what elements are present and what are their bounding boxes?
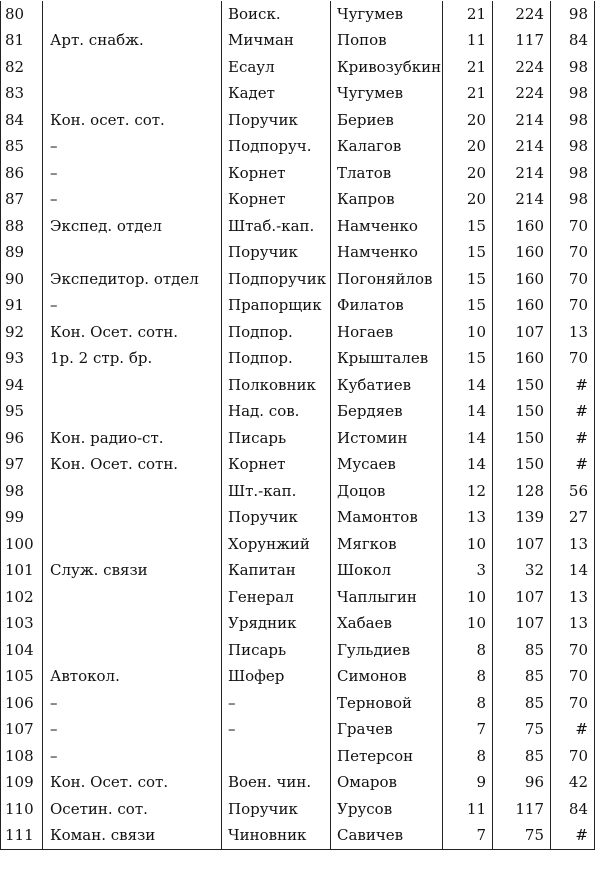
row-number: 85 bbox=[1, 134, 43, 161]
value-c-cell: 98 bbox=[551, 187, 595, 214]
value-c-cell: 70 bbox=[551, 664, 595, 691]
value-a-cell: 21 bbox=[443, 54, 493, 81]
row-number: 98 bbox=[1, 478, 43, 505]
table-row bbox=[1, 266, 595, 293]
unit-cell: Кон. Осет. сотн. bbox=[43, 319, 222, 346]
unit-cell bbox=[43, 81, 222, 108]
value-c-cell: 98 bbox=[551, 81, 595, 108]
rank-cell: Поручик bbox=[222, 796, 331, 823]
row-number: 83 bbox=[1, 81, 43, 108]
row-number: 91 bbox=[1, 293, 43, 320]
value-b-cell: 160 bbox=[493, 346, 551, 373]
row-number: 87 bbox=[1, 187, 43, 214]
rank-cell: Шофер bbox=[222, 664, 331, 691]
value-b-cell: 107 bbox=[493, 611, 551, 638]
table-row bbox=[1, 425, 595, 452]
unit-cell: Экспед. отдел bbox=[43, 213, 222, 240]
table-row bbox=[1, 690, 595, 717]
table-row bbox=[1, 664, 595, 691]
value-a-cell: 8 bbox=[443, 664, 493, 691]
unit-cell: Автокол. bbox=[43, 664, 222, 691]
surname-cell: Петерсон bbox=[331, 743, 443, 770]
value-c-cell: # bbox=[551, 823, 595, 850]
surname-cell: Гульдиев bbox=[331, 637, 443, 664]
unit-cell: Кон. Осет. сотн. bbox=[43, 452, 222, 479]
register-body bbox=[1, 1, 595, 850]
register-table bbox=[0, 1, 595, 850]
surname-cell: Погоняйлов bbox=[331, 266, 443, 293]
value-c-cell: 98 bbox=[551, 134, 595, 161]
value-b-cell: 160 bbox=[493, 240, 551, 267]
table-row bbox=[1, 81, 595, 108]
value-a-cell: 15 bbox=[443, 346, 493, 373]
value-a-cell: 20 bbox=[443, 160, 493, 187]
value-a-cell: 14 bbox=[443, 452, 493, 479]
value-b-cell: 117 bbox=[493, 28, 551, 55]
unit-cell bbox=[43, 531, 222, 558]
value-b-cell: 139 bbox=[493, 505, 551, 532]
value-b-cell: 214 bbox=[493, 134, 551, 161]
rank-cell: Поручик bbox=[222, 240, 331, 267]
rank-cell: Подпоруч. bbox=[222, 134, 331, 161]
surname-cell: Хабаев bbox=[331, 611, 443, 638]
row-number: 90 bbox=[1, 266, 43, 293]
surname-cell: Терновой bbox=[331, 690, 443, 717]
row-number: 101 bbox=[1, 558, 43, 585]
row-number: 89 bbox=[1, 240, 43, 267]
table-row bbox=[1, 637, 595, 664]
value-c-cell: 70 bbox=[551, 346, 595, 373]
rank-cell: Кадет bbox=[222, 81, 331, 108]
surname-cell: Омаров bbox=[331, 770, 443, 797]
unit-cell bbox=[43, 611, 222, 638]
table-row bbox=[1, 770, 595, 797]
surname-cell: Ногаев bbox=[331, 319, 443, 346]
value-c-cell: 13 bbox=[551, 584, 595, 611]
unit-cell bbox=[43, 54, 222, 81]
unit-cell: – bbox=[43, 187, 222, 214]
table-row bbox=[1, 28, 595, 55]
rank-cell: Корнет bbox=[222, 160, 331, 187]
value-b-cell: 224 bbox=[493, 1, 551, 28]
value-c-cell: 98 bbox=[551, 1, 595, 28]
table-row bbox=[1, 372, 595, 399]
surname-cell: Истомин bbox=[331, 425, 443, 452]
value-a-cell: 10 bbox=[443, 319, 493, 346]
rank-cell: Поручик bbox=[222, 107, 331, 134]
value-b-cell: 117 bbox=[493, 796, 551, 823]
unit-cell bbox=[43, 505, 222, 532]
surname-cell: Мусаев bbox=[331, 452, 443, 479]
value-a-cell: 21 bbox=[443, 81, 493, 108]
value-a-cell: 15 bbox=[443, 213, 493, 240]
table-row bbox=[1, 160, 595, 187]
row-number: 97 bbox=[1, 452, 43, 479]
rank-cell: Хорунжий bbox=[222, 531, 331, 558]
value-a-cell: 14 bbox=[443, 425, 493, 452]
value-c-cell: 70 bbox=[551, 266, 595, 293]
value-b-cell: 96 bbox=[493, 770, 551, 797]
unit-cell: Служ. связи bbox=[43, 558, 222, 585]
value-c-cell: 27 bbox=[551, 505, 595, 532]
row-number: 93 bbox=[1, 346, 43, 373]
table-row bbox=[1, 293, 595, 320]
unit-cell: – bbox=[43, 743, 222, 770]
row-number: 94 bbox=[1, 372, 43, 399]
row-number: 82 bbox=[1, 54, 43, 81]
value-c-cell: # bbox=[551, 399, 595, 426]
value-c-cell: # bbox=[551, 425, 595, 452]
rank-cell: Подпоручик bbox=[222, 266, 331, 293]
value-a-cell: 10 bbox=[443, 584, 493, 611]
unit-cell: – bbox=[43, 160, 222, 187]
surname-cell: Намченко bbox=[331, 213, 443, 240]
value-c-cell: 56 bbox=[551, 478, 595, 505]
rank-cell: Писарь bbox=[222, 637, 331, 664]
table-row bbox=[1, 558, 595, 585]
value-a-cell: 8 bbox=[443, 637, 493, 664]
surname-cell: Грачев bbox=[331, 717, 443, 744]
value-a-cell: 3 bbox=[443, 558, 493, 585]
value-a-cell: 7 bbox=[443, 823, 493, 850]
unit-cell bbox=[43, 1, 222, 28]
table-row bbox=[1, 584, 595, 611]
surname-cell: Крышталев bbox=[331, 346, 443, 373]
rank-cell: Чиновник bbox=[222, 823, 331, 850]
rank-cell bbox=[222, 743, 331, 770]
table-row bbox=[1, 134, 595, 161]
value-a-cell: 14 bbox=[443, 399, 493, 426]
rank-cell: Есаул bbox=[222, 54, 331, 81]
rank-cell: Полковник bbox=[222, 372, 331, 399]
value-b-cell: 214 bbox=[493, 160, 551, 187]
rank-cell: – bbox=[222, 690, 331, 717]
unit-cell: – bbox=[43, 134, 222, 161]
value-c-cell: 70 bbox=[551, 240, 595, 267]
row-number: 105 bbox=[1, 664, 43, 691]
table-row bbox=[1, 823, 595, 850]
row-number: 104 bbox=[1, 637, 43, 664]
value-c-cell: 70 bbox=[551, 743, 595, 770]
row-number: 95 bbox=[1, 399, 43, 426]
value-b-cell: 85 bbox=[493, 637, 551, 664]
rank-cell: Прапорщик bbox=[222, 293, 331, 320]
value-b-cell: 32 bbox=[493, 558, 551, 585]
table-row bbox=[1, 717, 595, 744]
row-number: 100 bbox=[1, 531, 43, 558]
surname-cell: Мамонтов bbox=[331, 505, 443, 532]
value-a-cell: 20 bbox=[443, 187, 493, 214]
unit-cell: Кон. радио-ст. bbox=[43, 425, 222, 452]
value-c-cell: 84 bbox=[551, 28, 595, 55]
row-number: 86 bbox=[1, 160, 43, 187]
value-c-cell: # bbox=[551, 372, 595, 399]
rank-cell: Воен. чин. bbox=[222, 770, 331, 797]
surname-cell: Урусов bbox=[331, 796, 443, 823]
rank-cell: Шт.-кап. bbox=[222, 478, 331, 505]
row-number: 84 bbox=[1, 107, 43, 134]
rank-cell: Подпор. bbox=[222, 346, 331, 373]
surname-cell: Тлатов bbox=[331, 160, 443, 187]
value-c-cell: # bbox=[551, 452, 595, 479]
value-c-cell: # bbox=[551, 717, 595, 744]
value-b-cell: 107 bbox=[493, 531, 551, 558]
table-row bbox=[1, 213, 595, 240]
value-c-cell: 13 bbox=[551, 319, 595, 346]
table-row bbox=[1, 796, 595, 823]
value-c-cell: 13 bbox=[551, 611, 595, 638]
table-row bbox=[1, 531, 595, 558]
value-a-cell: 15 bbox=[443, 266, 493, 293]
value-b-cell: 160 bbox=[493, 266, 551, 293]
surname-cell: Симонов bbox=[331, 664, 443, 691]
value-a-cell: 10 bbox=[443, 611, 493, 638]
unit-cell: Кон. Осет. сот. bbox=[43, 770, 222, 797]
row-number: 96 bbox=[1, 425, 43, 452]
surname-cell: Чугумев bbox=[331, 81, 443, 108]
surname-cell: Чаплыгин bbox=[331, 584, 443, 611]
value-b-cell: 128 bbox=[493, 478, 551, 505]
row-number: 107 bbox=[1, 717, 43, 744]
value-a-cell: 11 bbox=[443, 796, 493, 823]
value-a-cell: 11 bbox=[443, 28, 493, 55]
row-number: 103 bbox=[1, 611, 43, 638]
value-b-cell: 75 bbox=[493, 717, 551, 744]
unit-cell bbox=[43, 240, 222, 267]
value-b-cell: 224 bbox=[493, 54, 551, 81]
table-row bbox=[1, 505, 595, 532]
unit-cell: Коман. связи bbox=[43, 823, 222, 850]
rank-cell: Поручик bbox=[222, 505, 331, 532]
value-b-cell: 107 bbox=[493, 319, 551, 346]
unit-cell bbox=[43, 399, 222, 426]
surname-cell: Савичев bbox=[331, 823, 443, 850]
row-number: 88 bbox=[1, 213, 43, 240]
value-c-cell: 98 bbox=[551, 54, 595, 81]
unit-cell: 1р. 2 стр. бр. bbox=[43, 346, 222, 373]
row-number: 81 bbox=[1, 28, 43, 55]
unit-cell: Экспедитор. отдел bbox=[43, 266, 222, 293]
surname-cell: Кубатиев bbox=[331, 372, 443, 399]
rank-cell: Генерал bbox=[222, 584, 331, 611]
table-row bbox=[1, 1, 595, 28]
value-b-cell: 150 bbox=[493, 452, 551, 479]
table-row bbox=[1, 478, 595, 505]
row-number: 106 bbox=[1, 690, 43, 717]
unit-cell bbox=[43, 584, 222, 611]
value-a-cell: 8 bbox=[443, 743, 493, 770]
value-b-cell: 214 bbox=[493, 107, 551, 134]
table-row bbox=[1, 319, 595, 346]
value-a-cell: 7 bbox=[443, 717, 493, 744]
table-row bbox=[1, 399, 595, 426]
unit-cell: – bbox=[43, 690, 222, 717]
unit-cell: – bbox=[43, 293, 222, 320]
value-a-cell: 20 bbox=[443, 134, 493, 161]
row-number: 111 bbox=[1, 823, 43, 850]
row-number: 99 bbox=[1, 505, 43, 532]
table-row bbox=[1, 240, 595, 267]
value-c-cell: 70 bbox=[551, 293, 595, 320]
surname-cell: Бердяев bbox=[331, 399, 443, 426]
value-b-cell: 160 bbox=[493, 293, 551, 320]
rank-cell: Корнет bbox=[222, 452, 331, 479]
table-row bbox=[1, 107, 595, 134]
surname-cell: Мягков bbox=[331, 531, 443, 558]
rank-cell: Корнет bbox=[222, 187, 331, 214]
rank-cell: Писарь bbox=[222, 425, 331, 452]
value-b-cell: 214 bbox=[493, 187, 551, 214]
value-a-cell: 9 bbox=[443, 770, 493, 797]
row-number: 110 bbox=[1, 796, 43, 823]
surname-cell: Калагов bbox=[331, 134, 443, 161]
table-row bbox=[1, 452, 595, 479]
table-row bbox=[1, 346, 595, 373]
row-number: 80 bbox=[1, 1, 43, 28]
value-a-cell: 21 bbox=[443, 1, 493, 28]
value-b-cell: 107 bbox=[493, 584, 551, 611]
value-b-cell: 85 bbox=[493, 690, 551, 717]
surname-cell: Попов bbox=[331, 28, 443, 55]
table-row bbox=[1, 611, 595, 638]
value-c-cell: 70 bbox=[551, 690, 595, 717]
unit-cell: Кон. осет. сот. bbox=[43, 107, 222, 134]
unit-cell bbox=[43, 637, 222, 664]
value-b-cell: 150 bbox=[493, 399, 551, 426]
value-c-cell: 98 bbox=[551, 107, 595, 134]
value-c-cell: 70 bbox=[551, 637, 595, 664]
unit-cell bbox=[43, 478, 222, 505]
value-a-cell: 8 bbox=[443, 690, 493, 717]
rank-cell: – bbox=[222, 717, 331, 744]
surname-cell: Доцов bbox=[331, 478, 443, 505]
value-c-cell: 84 bbox=[551, 796, 595, 823]
surname-cell: Капров bbox=[331, 187, 443, 214]
unit-cell: – bbox=[43, 717, 222, 744]
value-a-cell: 13 bbox=[443, 505, 493, 532]
row-number: 108 bbox=[1, 743, 43, 770]
rank-cell: Урядник bbox=[222, 611, 331, 638]
value-a-cell: 15 bbox=[443, 240, 493, 267]
surname-cell: Намченко bbox=[331, 240, 443, 267]
value-a-cell: 15 bbox=[443, 293, 493, 320]
unit-cell: Арт. снабж. bbox=[43, 28, 222, 55]
surname-cell: Кривозубкин bbox=[331, 54, 443, 81]
value-c-cell: 14 bbox=[551, 558, 595, 585]
rank-cell: Подпор. bbox=[222, 319, 331, 346]
value-a-cell: 10 bbox=[443, 531, 493, 558]
surname-cell: Бериев bbox=[331, 107, 443, 134]
surname-cell: Филатов bbox=[331, 293, 443, 320]
value-b-cell: 150 bbox=[493, 425, 551, 452]
value-c-cell: 98 bbox=[551, 160, 595, 187]
rank-cell: Воиск. bbox=[222, 1, 331, 28]
surname-cell: Чугумев bbox=[331, 1, 443, 28]
row-number: 109 bbox=[1, 770, 43, 797]
value-a-cell: 14 bbox=[443, 372, 493, 399]
rank-cell: Штаб.-кап. bbox=[222, 213, 331, 240]
rank-cell: Над. сов. bbox=[222, 399, 331, 426]
value-b-cell: 75 bbox=[493, 823, 551, 850]
rank-cell: Мичман bbox=[222, 28, 331, 55]
value-c-cell: 42 bbox=[551, 770, 595, 797]
unit-cell bbox=[43, 372, 222, 399]
table-row bbox=[1, 187, 595, 214]
value-b-cell: 85 bbox=[493, 664, 551, 691]
surname-cell: Шокол bbox=[331, 558, 443, 585]
value-a-cell: 12 bbox=[443, 478, 493, 505]
table-row bbox=[1, 743, 595, 770]
value-b-cell: 85 bbox=[493, 743, 551, 770]
row-number: 92 bbox=[1, 319, 43, 346]
rank-cell: Капитан bbox=[222, 558, 331, 585]
value-a-cell: 20 bbox=[443, 107, 493, 134]
value-c-cell: 70 bbox=[551, 213, 595, 240]
value-b-cell: 150 bbox=[493, 372, 551, 399]
row-number: 102 bbox=[1, 584, 43, 611]
value-b-cell: 224 bbox=[493, 81, 551, 108]
value-b-cell: 160 bbox=[493, 213, 551, 240]
value-c-cell: 13 bbox=[551, 531, 595, 558]
unit-cell: Осетин. сот. bbox=[43, 796, 222, 823]
table-row bbox=[1, 54, 595, 81]
